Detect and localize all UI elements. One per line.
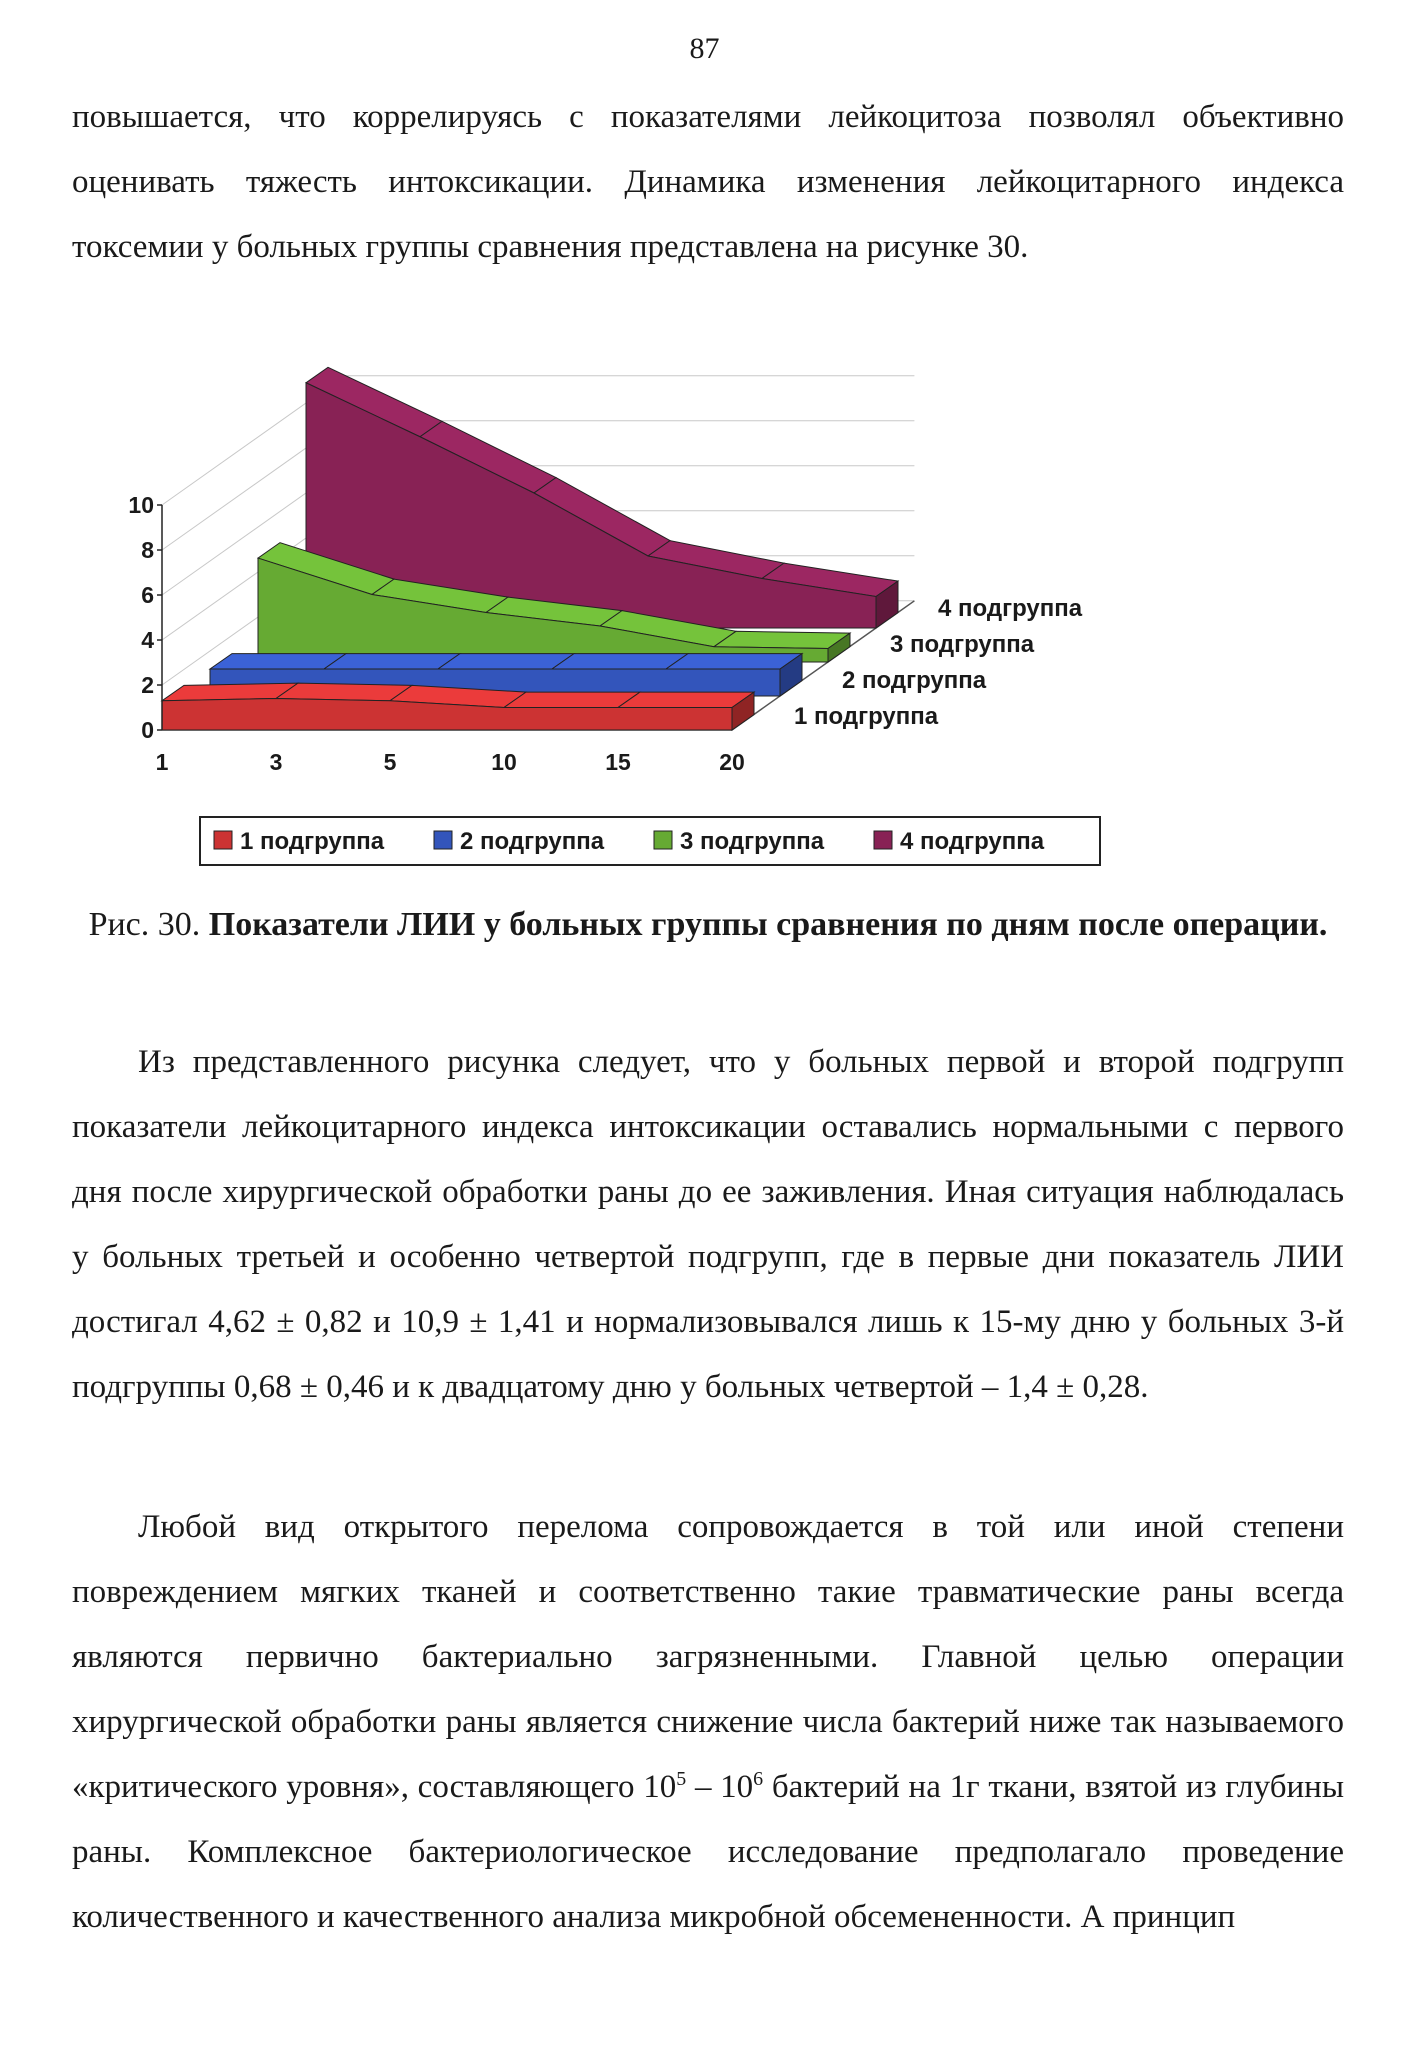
figure-caption (72, 890, 1344, 960)
series-2-top-4 (666, 654, 802, 669)
series-1-top-1 (276, 683, 412, 701)
x-tick-label-0: 1 (155, 749, 169, 775)
paragraph-bacteria-part1: Любой вид открытого перелома сопровождается в той или иной степени повреждением мягких тканей и соответственно такие травматические раны всегда являются первично бактериально загрязненными. Главной целью операции хирургической обработки раны является снижение числа бактерий ниже так называемого «критического уровня», составляющего 10 (72, 1509, 1344, 1805)
y-tick-label-5: 10 (128, 492, 154, 518)
legend-swatch-3 (654, 831, 672, 849)
paragraph-intro: повышается, что коррелируясь с показателями лейкоцитоза позволял объективно оценивать тяжесть интоксикации. Динамика изменения лейкоцитарного индекса токсемии у больных группы сравнения представлена на рисунке 30. (72, 99, 1344, 265)
series-2-top-1 (324, 654, 460, 669)
chart-lii-by-days (128, 385, 1200, 875)
series-1-top-4 (618, 692, 754, 707)
series-1-top-3 (504, 692, 640, 707)
legend-swatch-2 (434, 831, 452, 849)
y-tick-label-1: 2 (141, 672, 154, 698)
legend-label-4: 4 подгруппа (900, 828, 1045, 855)
paragraph-analysis: Из представленного рисунка следует, что у больных первой и второй подгрупп показатели лейкоцитарного индекса интоксикации оставались нормальными с первого дня после хирургической обработки раны до ее заживления. Иная ситуация наблюдалась у больных третьей и особенно четвертой подгрупп, где в первые дни показатель ЛИИ достигал 4,62 ± 0,82 и 10,9 ± 1,41 и нормализовывался лишь к 15-му дню у больных 3-й подгруппы 0,68 ± 0,46 и к двадцатому дню у больных четвертой – 1,4 ± 0,28. (72, 1044, 1344, 1405)
series-3-depth-label: 3 подгруппа (890, 631, 1035, 658)
series-2-depth-label: 2 подгруппа (842, 667, 987, 694)
x-tick-label-5: 20 (719, 749, 745, 775)
caption-title: Показатели ЛИИ у больных группы сравнения по дням после операции. (208, 906, 1328, 943)
x-tick-label-2: 5 (383, 749, 397, 775)
x-tick-label-4: 15 (605, 749, 631, 775)
chart-legend (200, 817, 1100, 865)
legend-swatch-4 (874, 831, 892, 849)
y-tick-label-4: 8 (141, 537, 154, 563)
x-tick-label-3: 10 (491, 749, 517, 775)
series-3-top-4 (714, 631, 850, 648)
series-1-depth-label: 1 подгруппа (794, 703, 939, 730)
exponent-6: 6 (753, 1768, 764, 1790)
legend-label-1: 1 подгруппа (240, 828, 385, 855)
legend-item-2 (434, 828, 605, 855)
page-number: 87 (689, 32, 720, 65)
series-2-top-3 (552, 654, 688, 669)
chart-series (162, 367, 1083, 730)
legend-swatch-1 (214, 831, 232, 849)
legend-item-3 (654, 828, 825, 855)
exponent-5: 5 (676, 1768, 687, 1790)
paragraph-bacteria (72, 1495, 1344, 1950)
series-2-top-2 (438, 654, 574, 669)
x-tick-label-1: 3 (269, 749, 283, 775)
paragraph-bacteria-part3: бактерий на 1г ткани, взятой из глубины раны. Комплексное бактериологическое исследование предполагало проведение количественного и качественного анализа микробной обсемененности. А принцип (72, 1769, 1344, 1935)
legend-item-4 (874, 828, 1045, 855)
legend-label-3: 3 подгруппа (680, 828, 825, 855)
y-tick-label-2: 4 (141, 627, 154, 653)
y-tick-label-0: 0 (141, 717, 154, 743)
series-2-top-0 (210, 654, 346, 669)
paragraph-bacteria-part2: – 10 (686, 1769, 754, 1805)
series-4-depth-label: 4 подгруппа (938, 595, 1083, 622)
caption-prefix: Рис. 30. (88, 906, 201, 943)
legend-item-1 (214, 828, 385, 855)
legend-label-2: 2 подгруппа (460, 828, 605, 855)
y-tick-label-3: 6 (141, 582, 154, 608)
